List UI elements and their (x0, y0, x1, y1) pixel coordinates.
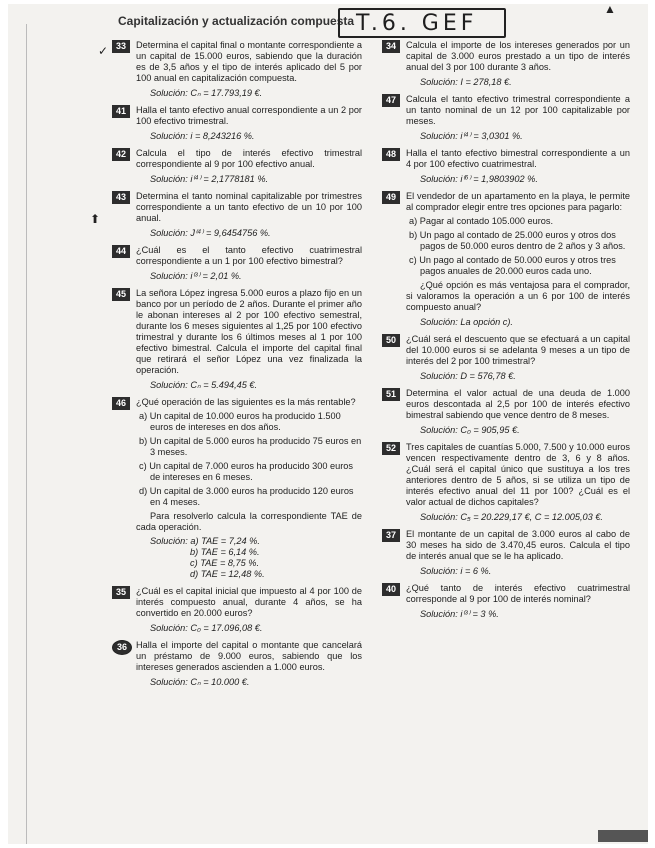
exercise (112, 191, 362, 239)
exercise-text: ¿Qué tanto de interés efectivo cuatrimestral corresponde al 9 por 100 de interés nominal? (406, 583, 630, 604)
exercise-text: La señora López ingresa 5.000 euros a plazo fijo en un banco por un período de 2 años. Durante el primer año le abonan intereses al 2 por 100 efectivo semestral, durante los 6 meses siguientes al 1,25 por 100 efectivo trimestral y durante los 6 últimos meses al 1 por 100 efectivo bimestral. Calcula el importe del capital final que retirará el señor López una vez finalizada la operación. (136, 288, 362, 375)
solution-item: d) TAE = 12,48 %. (190, 569, 265, 579)
exercise-number: 43 (112, 191, 130, 204)
exercise (112, 640, 362, 688)
exercise-number: 49 (382, 191, 400, 204)
exercise-text: Calcula el tanto efectivo trimestral correspondiente a un tanto nominal de un 12 por 100 capitalizable por meses. (406, 94, 630, 126)
solution: Solución: i = 8,243216 %. (150, 131, 255, 141)
scan-artifact (598, 830, 648, 842)
solution: Solución: i = 6 %. (420, 566, 492, 576)
exercise-text: Tres capitales de cuantías 5.000, 7.500 y 10.000 euros vencen respectivamente dentro de 3, 6 y 8 años. ¿Cuál será el capital único que sustituya a los tres anteriores dentro de 5 años, si se utiliza un tipo de interés efectivo anual del 11 por 100? ¿Cuál es el valor actual de dichos capitales? (406, 442, 630, 507)
exercise-number: 50 (382, 334, 400, 347)
solution: Solución: C₅ = 20.229,17 €, C = 12.005,03 €. (420, 512, 603, 522)
exercise-number: 42 (112, 148, 130, 161)
exercise-text: Halla el importe del capital o montante que cancelará un préstamo de 9.000 euros, sabiendo que los intereses generados ascienden a 1.000 euros. (136, 640, 362, 672)
exercise-text: El montante de un capital de 3.000 euros al cabo de 30 meses ha sido de 3.470,45 euros. Calcula el tipo de interés anual que se le ha aplicado. (406, 529, 630, 561)
pen-mark: ✓ (98, 44, 109, 58)
solution: Solución: C₀ = 905,95 €. (420, 425, 520, 435)
solution: Solución: i⁽⁴⁾ = 2,1778181 %. (150, 174, 269, 184)
exercise-option: c) Un capital de 7.000 euros ha producido 300 euros de intereses en 6 meses. (139, 461, 354, 482)
exercise-option: d) Un capital de 3.000 euros ha producido 120 euros en 4 meses. (139, 486, 354, 507)
exercise (382, 40, 630, 88)
exercise-number: 52 (382, 442, 400, 455)
exercise-note: ¿Qué opción es más ventajosa para el comprador, si valoramos la operación a un 6 por 100 de interés compuesto anual? (406, 280, 630, 312)
exercise-text: Halla el tanto efectivo bimestral correspondiente a un 4 por 100 efectivo cuatrimestral. (406, 148, 630, 169)
document-page (8, 4, 648, 844)
exercise-text: Calcula el importe de los intereses generados por un capital de 3.000 euros prestado a un tipo de interés anual del 3 por 100 durante 3 años. (406, 40, 630, 72)
solution-item: b) TAE = 6,14 %. (190, 547, 260, 557)
exercise-option: b) Un pago al contado de 25.000 euros y otros dos pagos de 50.000 euros dentro de 2 años y 3 años. (409, 230, 626, 251)
page-title: Capitalización y actualización compuesta (118, 14, 355, 28)
exercise-option: b) Un capital de 5.000 euros ha producido 75 euros en 3 meses. (139, 436, 362, 457)
solution: Solución: Cₙ = 17.793,19 €. (150, 88, 263, 98)
exercise (382, 94, 630, 142)
exercise-number: 34 (382, 40, 400, 53)
solution: Solución: I = 278,18 €. (420, 77, 512, 87)
left-column (112, 40, 362, 694)
exercise-option: c) Un pago al contado de 50.000 euros y otros tres pagos anuales de 20.000 euros cada uno. (409, 255, 616, 276)
exercise (112, 148, 362, 185)
solution: Solución: i⁽³⁾ = 3 %. (420, 609, 499, 619)
exercise (112, 40, 362, 99)
exercise-text: Determina el tanto nominal capitalizable por trimestres correspondiente a un tanto efectivo de un 10 por 100 anual. (136, 191, 362, 223)
exercise (382, 529, 630, 577)
exercise-text: ¿Cuál será el descuento que se efectuará a un capital del 10.000 euros si se adelanta 9 meses a un tipo de interés del 2 por 100 trimestral? (406, 334, 630, 366)
exercise-number: 36 (112, 640, 132, 655)
exercise-note: Para resolverlo calcula la correspondiente TAE de cada operación. (136, 511, 362, 532)
exercise (382, 388, 630, 436)
solution-item: Solución: a) TAE = 7,24 %. (150, 536, 260, 546)
solution: Solución: i⁽⁴⁾ = 3,0301 %. (420, 131, 523, 141)
exercise-text: Determina el capital final o montante correspondiente a un capital de 15.000 euros, sabiendo que la duración es de 3,5 años y el tipo de interés aplicado del 5 por 100 anual en capitalización compuesta. (136, 40, 362, 83)
exercise-text: El vendedor de un apartamento en la playa, le permite al comprador elegir entre tres opciones para pagarlo: (406, 191, 630, 212)
solution: Solución: D = 576,78 €. (420, 371, 516, 381)
exercise-number: 47 (382, 94, 400, 107)
solution-item: c) TAE = 8,75 %. (190, 558, 260, 568)
exercise (382, 148, 630, 185)
exercise-number: 45 (112, 288, 130, 301)
solution: Solución: Cₙ = 5.494,45 €. (150, 380, 258, 390)
solution: Solución: i⁽³⁾ = 2,01 %. (150, 271, 242, 281)
solution-list (136, 536, 362, 580)
page-edge-line (26, 24, 27, 844)
exercise-text: ¿Cuál es el tanto efectivo cuatrimestral correspondiente a un 1 por 100 efectivo bimestral? (136, 245, 362, 266)
solution: Solución: J⁽⁴⁾ = 9,6454756 %. (150, 228, 271, 238)
exercise (382, 191, 630, 328)
solution: Solución: Cₙ = 10.000 €. (150, 677, 250, 687)
solution: Solución: La opción c). (420, 317, 513, 327)
exercise-number: 41 (112, 105, 130, 118)
exercise-text: ¿Qué operación de las siguientes es la más rentable? (136, 397, 356, 407)
solution: Solución: i⁽⁶⁾ = 1,9803902 %. (420, 174, 538, 184)
triangle-icon: ▲ (604, 2, 616, 16)
exercise-number: 40 (382, 583, 400, 596)
exercise (112, 288, 362, 391)
exercise-text: Halla el tanto efectivo anual correspondiente a un 2 por 100 efectivo trimestral. (136, 105, 362, 126)
exercise-number: 37 (382, 529, 400, 542)
exercise-number: 46 (112, 397, 130, 410)
exercise-number: 35 (112, 586, 130, 599)
exercise-option: a) Un capital de 10.000 euros ha producido 1.500 euros de intereses en dos años. (139, 411, 341, 432)
exercise-text: Calcula el tipo de interés efectivo trimestral correspondiente al 9 por 100 efectivo anual. (136, 148, 362, 169)
exercise (382, 583, 630, 620)
exercise-number: 51 (382, 388, 400, 401)
exercise (112, 397, 362, 580)
right-column (382, 40, 630, 626)
exercise-text: ¿Cuál es el capital inicial que impuesto al 4 por 100 de interés compuesto anual, durante 4 años, se ha convertido en 20.000 euros? (136, 586, 362, 618)
exercise-number: 33 (112, 40, 130, 53)
exercise-option: a) Pagar al contado 105.000 euros. (409, 216, 554, 226)
exercise (382, 442, 630, 523)
exercise (112, 245, 362, 282)
exercise-number: 44 (112, 245, 130, 258)
exercise-text: Determina el valor actual de una deuda de 1.000 euros descontada al 2,5 por 100 de interés efectivo bimestral sabiendo que vence dentro de 8 meses. (406, 388, 630, 420)
exercise (112, 105, 362, 142)
exercise-number: 48 (382, 148, 400, 161)
exercise (382, 334, 630, 382)
handwritten-label: T.6. GEF (338, 8, 506, 38)
solution: Solución: C₀ = 17.096,08 €. (150, 623, 263, 633)
exercise (112, 586, 362, 634)
pen-mark: ⬆ (90, 212, 101, 226)
